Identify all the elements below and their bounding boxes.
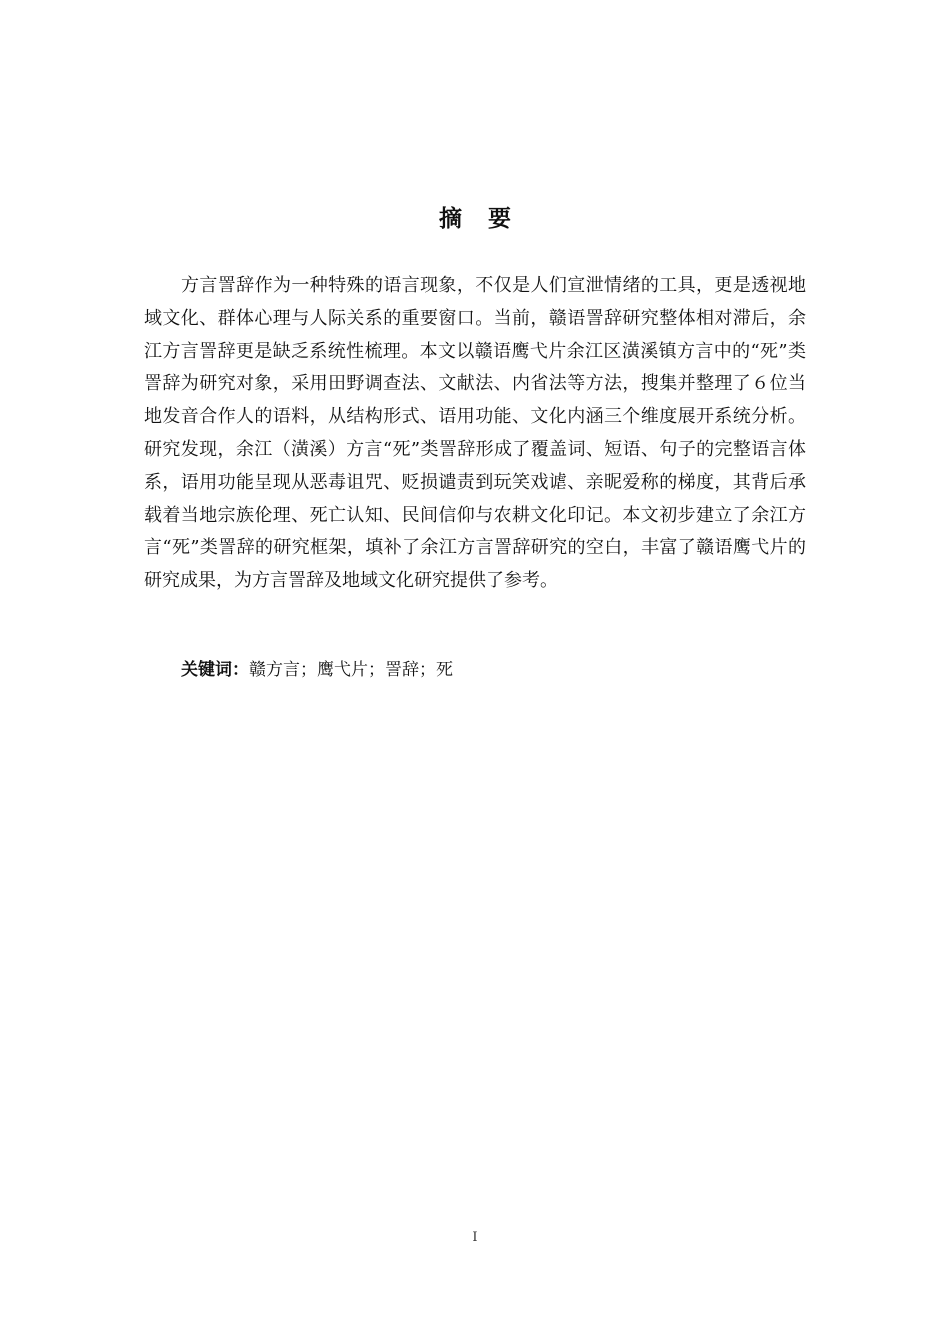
abstract-title bbox=[0, 203, 950, 235]
keywords-list: 赣方言；鹰弋片；詈辞；死 bbox=[249, 660, 453, 680]
abstract-body: 方言詈辞作为一种特殊的语言现象，不仅是人们宣泄情绪的工具，更是透视地域文化、群体心理与人际关系的重要窗口。当前，赣语詈辞研究整体相对滞后，余江方言詈辞更是缺乏系统性梳理。本文以赣语鹰弋片余江区潢溪镇方言中的“死”类詈辞为研究对象，采用田野调查法、文献法、内省法等方法，搜集并整理了６位当地发音合作人的语料，从结构形式、语用功能、文化内涵三个维度展开系统分析。研究发现，余江（潢溪）方言“死”类詈辞形成了覆盖词、短语、句子的完整语言体系，语用功能呈现从恶毒诅咒、贬损谴责到玩笑戏谑、亲昵爱称的梯度，其背后承载着当地宗族伦理、死亡认知、民间信仰与农耕文化印记。本文初步建立了余江方言“死”类詈辞的研究框架，填补了余江方言詈辞研究的空白，丰富了赣语鹰弋片的研究成果，为方言詈辞及地域文化研究提供了参考。 bbox=[144, 275, 806, 592]
abstract-title-char-1: 摘 bbox=[439, 206, 462, 232]
keywords-label: 关键词： bbox=[181, 660, 249, 680]
keywords-line bbox=[181, 654, 453, 686]
abstract-title-char-2: 要 bbox=[488, 206, 511, 232]
page-number: I bbox=[472, 1230, 478, 1245]
